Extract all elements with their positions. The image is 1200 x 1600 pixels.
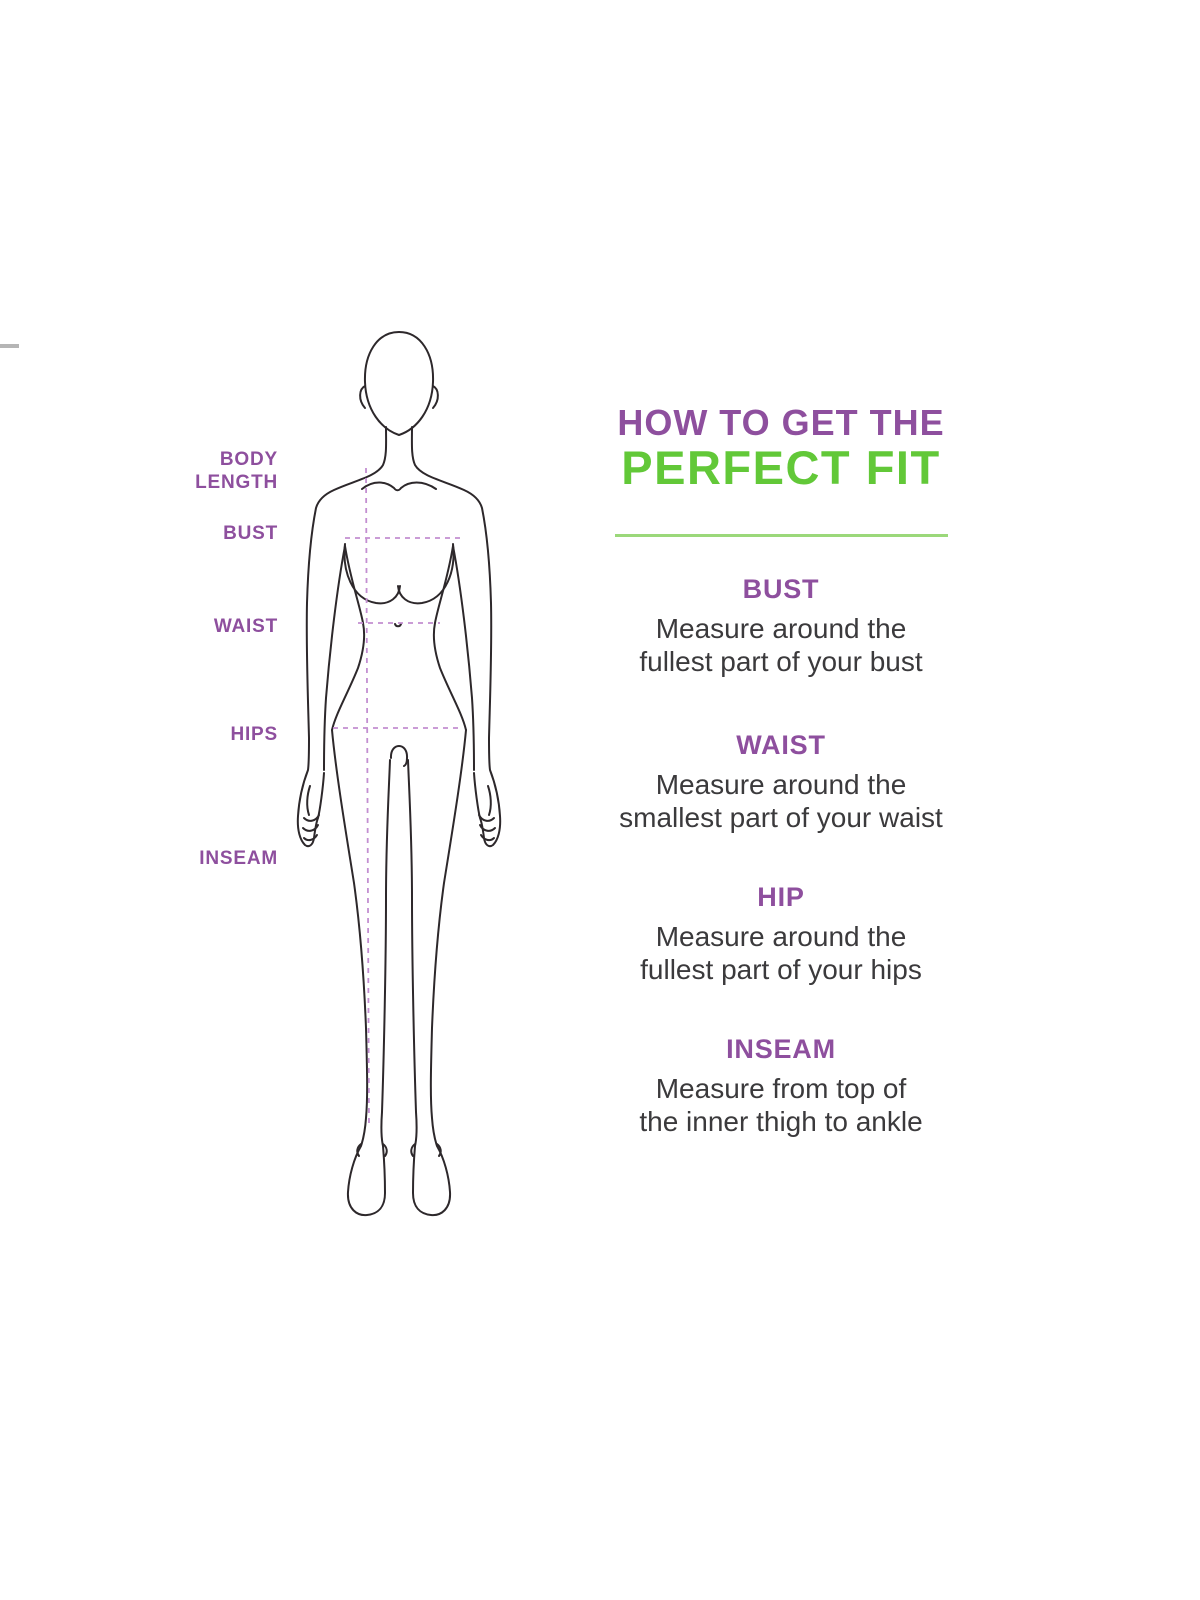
croquis-figure-svg xyxy=(268,318,508,1218)
section-hip-title: HIP xyxy=(757,882,805,912)
section-waist-desc xyxy=(581,768,981,834)
figure-left-arm xyxy=(298,427,386,846)
figure-right-arm xyxy=(412,427,500,846)
section-bust xyxy=(581,572,981,678)
section-inseam-desc-line2: the inner thigh to ankle xyxy=(639,1106,923,1137)
section-hip-desc xyxy=(581,920,981,986)
figure-ear-right xyxy=(433,386,438,408)
section-waist xyxy=(581,728,981,834)
section-inseam-title: INSEAM xyxy=(726,1034,836,1064)
section-hip xyxy=(581,880,981,986)
figure-collarbone xyxy=(362,483,436,491)
label-waist: WAIST xyxy=(213,616,278,637)
section-hip-desc-line1: Measure around the xyxy=(655,921,907,952)
section-bust-title: BUST xyxy=(742,574,820,604)
figure-bust-right xyxy=(398,544,454,603)
section-waist-title: WAIST xyxy=(736,730,826,760)
label-hips: HIPS xyxy=(230,724,278,745)
green-divider xyxy=(615,534,948,537)
figure-ankle-notches xyxy=(357,1144,440,1156)
section-inseam xyxy=(581,1032,981,1138)
guide-title-line1: HOW TO GET THE xyxy=(617,402,945,443)
body-figure-illustration xyxy=(268,318,508,1218)
figure-navel xyxy=(395,624,401,626)
figure-crotch xyxy=(391,746,407,766)
label-body-length: BODY LENGTH xyxy=(195,449,278,493)
figure-left-leg xyxy=(332,730,390,1215)
guide-title-line2: PERFECT FIT xyxy=(621,441,941,494)
section-hip-desc-line2: fullest part of your hips xyxy=(640,954,922,985)
label-bust: BUST xyxy=(223,523,278,544)
section-bust-desc-line1: Measure around the xyxy=(655,613,907,644)
section-bust-desc-line2: fullest part of your bust xyxy=(639,646,923,677)
figure-head xyxy=(365,332,433,435)
section-inseam-desc xyxy=(581,1072,981,1138)
figure-right-inner-arm xyxy=(453,546,474,770)
figure-left-hand-fingers xyxy=(303,786,319,840)
figure-left-inner-arm xyxy=(324,546,345,770)
section-inseam-desc-line1: Measure from top of xyxy=(655,1073,907,1104)
label-inseam: INSEAM xyxy=(199,848,278,869)
figure-right-hand-fingers xyxy=(479,786,495,840)
figure-bust-left xyxy=(344,544,400,603)
figure-ear-left xyxy=(360,386,365,408)
section-bust-desc xyxy=(581,612,981,678)
figure-right-leg xyxy=(408,730,466,1215)
guide-title xyxy=(581,403,981,493)
section-waist-desc-line2: smallest part of your waist xyxy=(619,802,943,833)
section-waist-desc-line1: Measure around the xyxy=(655,769,907,800)
left-edge-mark xyxy=(0,344,19,348)
